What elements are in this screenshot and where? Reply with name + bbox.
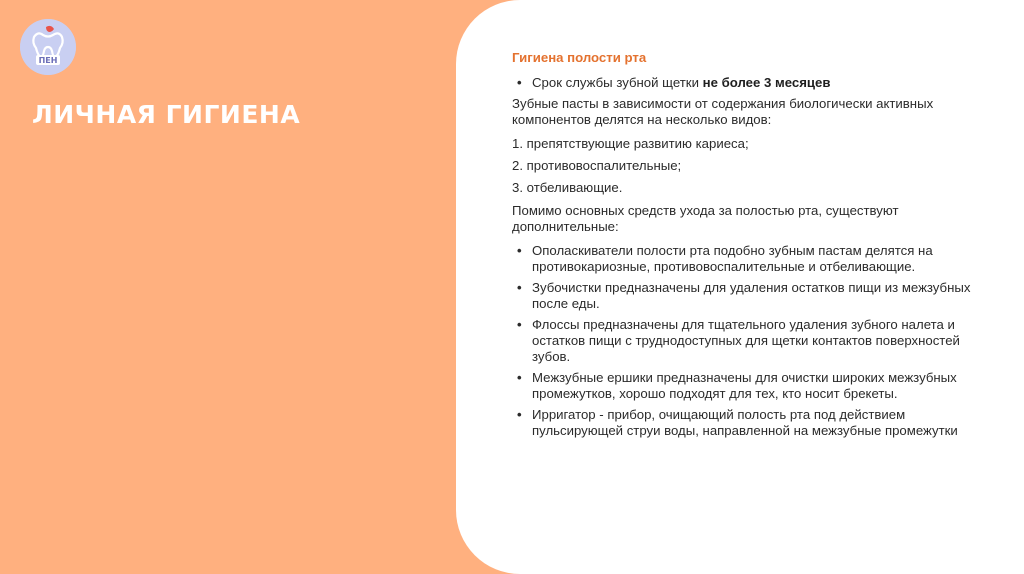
list-item: [512, 407, 992, 439]
content-text: [512, 50, 992, 444]
bullet-text: Зубочистки предназначены для удаления остатков пищи из межзубных после еды.: [532, 280, 971, 311]
list-item: [512, 75, 992, 91]
bullet-icon: •: [517, 75, 522, 90]
extra-items-list: [512, 243, 992, 439]
list-item: 3. отбеливающие.: [512, 180, 623, 195]
slide-title: ЛИЧНАЯ ГИГИЕНА: [32, 100, 301, 129]
list-item: 1. препятствующие развитию кариеса;: [512, 136, 749, 151]
bullet-text: Ополаскиватели полости рта подобно зубным пастам делятся на противокариозные, противовоспалительные и отбеливающие.: [532, 243, 933, 274]
logo: [20, 19, 76, 75]
section-title: Гигиена полости рта: [512, 50, 647, 65]
first-bullet-list: [512, 75, 992, 91]
bullet-icon: •: [517, 243, 522, 258]
list-item: 2. противовоспалительные;: [512, 158, 682, 173]
bullet-icon: •: [517, 370, 522, 385]
bullet-icon: •: [517, 280, 522, 295]
extra-paragraph: Помимо основных средств ухода за полостью рта, существуют дополнительные:: [512, 203, 899, 234]
list-item: [512, 317, 992, 365]
list-item: [512, 370, 992, 402]
bullet-text: Флоссы предназначены для тщательного удаления зубного налета и остатков пищи с труднодоступных для щетки контактов поверхностей зубов.: [532, 317, 960, 364]
bullet-text: Срок службы зубной щетки: [532, 75, 703, 90]
bullet-text: Межзубные ершики предназначены для очистки широких межзубных промежутков, хорошо подходят для тех, кто носит брекеты.: [532, 370, 957, 401]
bullet-emphasis: не более 3 месяцев: [702, 75, 831, 90]
paste-types-list: [512, 136, 992, 196]
tooth-logo-icon: [20, 19, 76, 75]
svg-text:ПЕН: ПЕН: [38, 56, 58, 65]
bullet-icon: •: [517, 317, 522, 332]
list-item: [512, 280, 992, 312]
intro-paragraph: Зубные пасты в зависимости от содержания биологически активных компонентов делятся на несколько видов:: [512, 96, 934, 127]
list-item: [512, 243, 992, 275]
bullet-icon: •: [517, 407, 522, 422]
bullet-text: Ирригатор - прибор, очищающий полость рта под действием пульсирующей струи воды, направленной на межзубные промежутки: [532, 407, 958, 438]
